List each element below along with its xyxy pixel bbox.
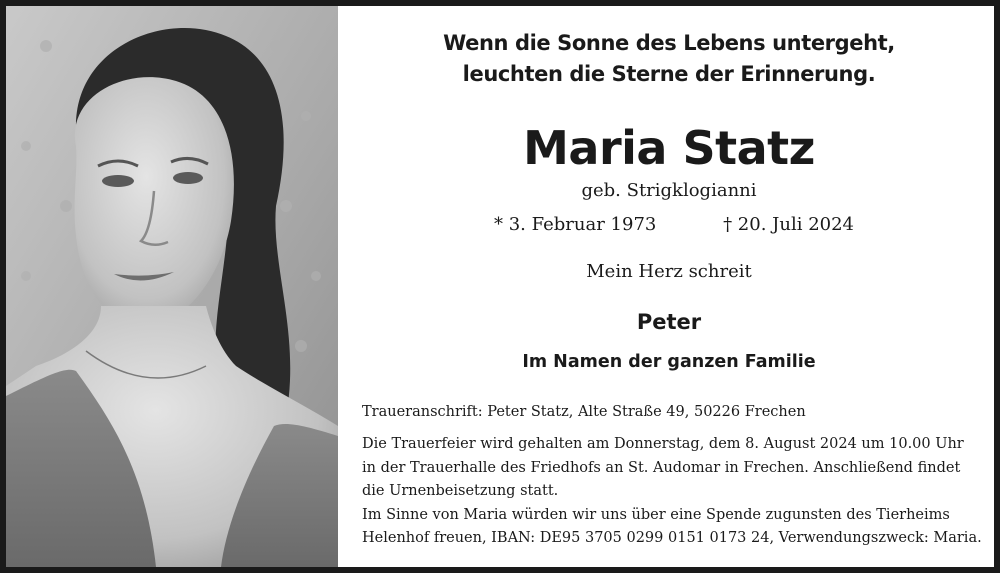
quote-line-1: Wenn die Sonne des Lebens untergeht, <box>443 31 895 55</box>
signer-name: Peter <box>636 310 702 334</box>
mourning-message: Mein Herz schreit <box>586 261 752 282</box>
details-line-1: Die Trauerfeier wird gehalten am Donnerstag, dem 8. August 2024 um 10.00 Uhr <box>362 436 964 452</box>
portrait-image <box>6 6 338 567</box>
details-line-5: Helenhof freuen, IBAN: DE95 3705 0299 0151 0173 24, Verwendungszweck: Maria. <box>362 530 982 546</box>
portrait-photo <box>6 6 338 567</box>
birth-date: * 3. Februar 1973 <box>494 214 657 235</box>
deceased-name: Maria Statz <box>523 121 815 175</box>
details-line-3: die Urnenbeisetzung statt. <box>362 483 559 499</box>
family-line: Im Namen der ganzen Familie <box>522 352 816 372</box>
life-dates <box>494 211 854 239</box>
birth-name: geb. Strigklogianni <box>581 180 757 201</box>
death-date: † 20. Juli 2024 <box>723 214 854 235</box>
quote-line-2: leuchten die Sterne der Erinnerung. <box>462 62 876 86</box>
details-line-4: Im Sinne von Maria würden wir uns über eine Spende zugunsten des Tierheims <box>362 506 950 523</box>
service-details <box>362 433 992 551</box>
obituary-text <box>344 6 994 567</box>
details-line-2: in der Trauerhalle des Friedhofs an St. Audomar in Frechen. Anschließend findet <box>362 459 961 476</box>
memorial-quote <box>344 28 994 90</box>
mourning-address: Traueranschrift: Peter Statz, Alte Straße 49, 50226 Frechen <box>362 404 806 420</box>
